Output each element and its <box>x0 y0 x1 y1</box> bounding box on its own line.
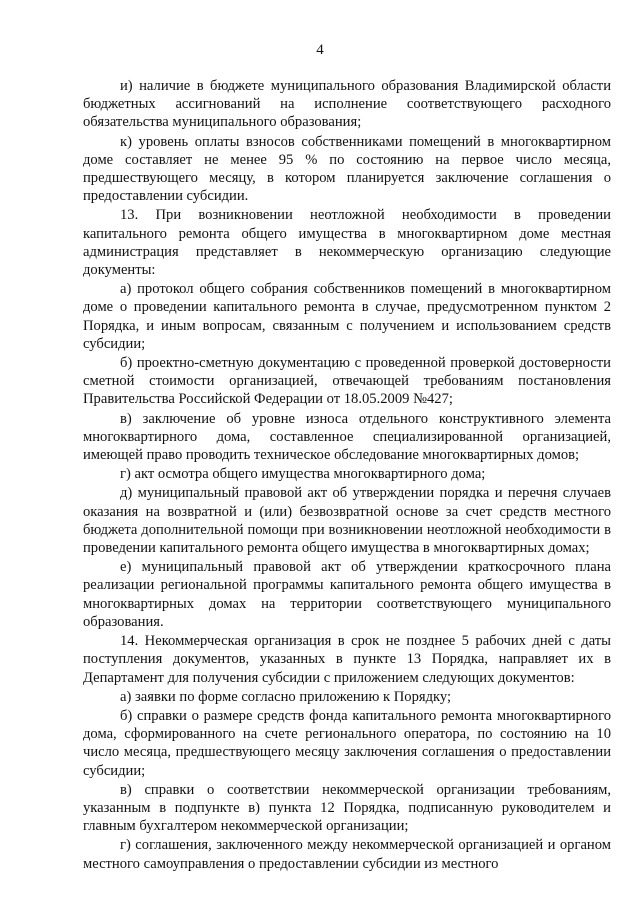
paragraph-13-g-inspection: г) акт осмотра общего имущества многоквартирного дома; <box>120 466 486 483</box>
paragraph-14-v-compliance: в) справки о соответствии некоммерческой организации требованиям, указанным в подпункте в) пункта 12 Порядка, подписанную руководителем и главным бухгалтером некоммерческой организации; <box>83 781 611 835</box>
document-body <box>83 77 611 873</box>
paragraph-13-e-short-term-plan: е) муниципальный правовой акт об утверждении краткосрочного плана реализации региональной программы капитального ремонта общего имущества в многоквартирных домах на территории соответствующего муниципального образования. <box>83 559 611 630</box>
paragraph-i-budget: и) наличие в бюджете муниципального образования Владимирской области бюджетных ассигнований на исполнение соответствующего расходного обязательства муниципального образования; <box>83 78 611 131</box>
paragraph-14-a-application: а) заявки по форме согласно приложению к Порядку; <box>120 688 452 705</box>
page-number: 4 <box>316 42 324 58</box>
paragraph-14-b-fund-certificate: б) справки о размере средств фонда капитального ремонта многоквартирного дома, сформированного на счете регионального оператора, по состоянию на 10 число месяца, предшествующего месяцу заключения соглашения о предоставлении субсидии; <box>83 707 611 779</box>
paragraph-k-payment-level: к) уровень оплаты взносов собственниками помещений в многоквартирном доме составляет не менее 95 % по состоянию на первое число месяца, предшествующего месяцу, в котором планируется заключение соглашения о предоставлении субсидии. <box>83 133 611 205</box>
paragraph-13-intro: 13. При возникновении неотложной необходимости в проведении капитального ремонта общего имущества в многоквартирном доме местная администрация представляет в некоммерческую организацию следующие документы: <box>83 207 611 279</box>
paragraph-14-intro: 14. Некоммерческая организация в срок не позднее 5 рабочих дней с даты поступления документов, указанных в пункте 13 Порядка, направляет их в Департамент для получения субсидии с приложением следующих документов: <box>83 633 611 686</box>
paragraph-13-v-conclusion: в) заключение об уровне износа отдельного конструктивного элемента многоквартирного дома, составленное специализированной организацией, имеющей право проводить техническое обследование многоквартирных домов; <box>83 410 611 464</box>
paragraph-13-d-municipal-act: д) муниципальный правовой акт об утверждении порядка и перечня случаев оказания на возвратной и (или) безвозвратной основе за счет средств местного бюджета дополнительной помощи при возникновении неотложной необходимости в проведении капитального ремонта общего имущества в многоквартирных домах; <box>83 485 611 557</box>
paragraph-14-g-agreement: г) соглашения, заключенного между некоммерческой организацией и органом местного самоуправления о предоставлении субсидии из местного <box>83 837 611 872</box>
paragraph-13-b-estimate: б) проектно-сметную документацию с проведенной проверкой достоверности сметной стоимости организацией, отвечающей требованиям постановления Правительства Российской Федерации от 18.05.2009 №427; <box>83 355 611 408</box>
paragraph-13-a-protocol: а) протокол общего собрания собственников помещений в многоквартирном доме о проведении капитального ремонта в случае, предусмотренном пунктом 2 Порядка, и иным вопросам, связанным с получением и использованием средств субсидии; <box>83 281 611 352</box>
